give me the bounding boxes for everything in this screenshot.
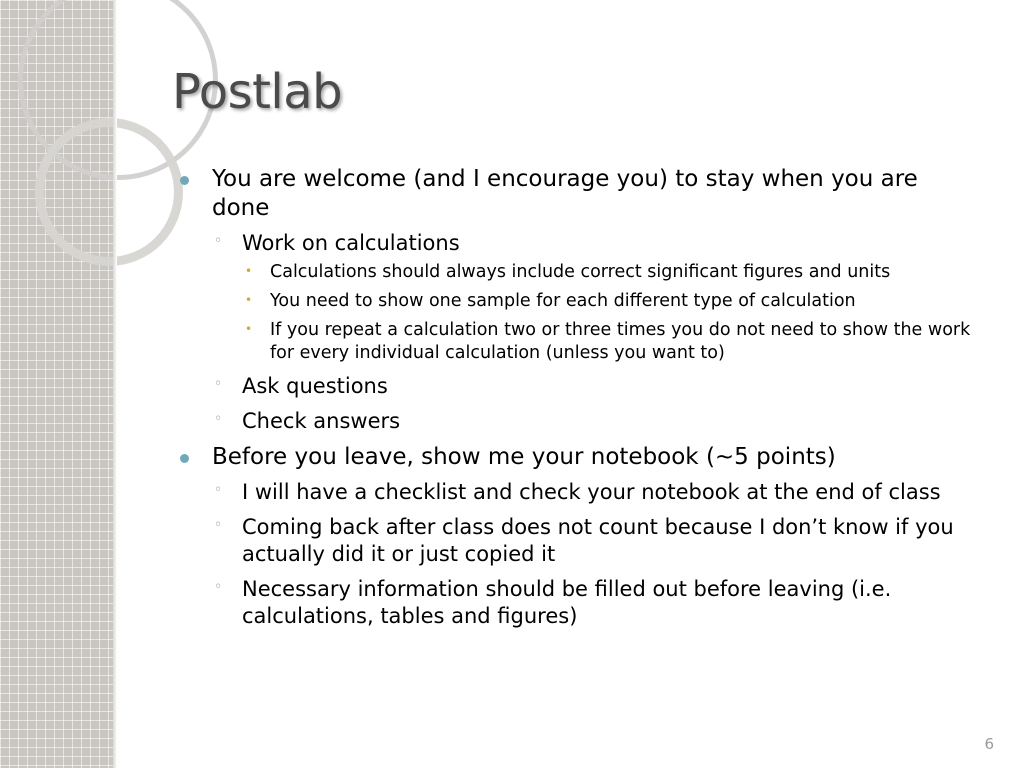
sub-sub-bullet-text: If you repeat a calculation two or three times you do not need to show the work for every individual calculation (unless you want to): [270, 320, 971, 363]
sub-bullet-text: Work on calculations: [242, 231, 460, 255]
ring-bullet-icon: ◦: [214, 411, 223, 427]
sub-sub-bullet-text: Calculations should always include correct significant figures and units: [270, 262, 891, 282]
sub-sub-bullet-item: [242, 319, 980, 365]
ring-bullet-icon: ◦: [214, 482, 223, 498]
sub-bullet-text: Coming back after class does not count because I don’t know if you actually did it or just copied it: [242, 515, 954, 566]
sub-sub-bullet-item: [242, 261, 980, 284]
small-dot-bullet-icon: •: [245, 293, 253, 307]
ring-bullet-icon: ◦: [214, 233, 223, 249]
bullet-item: [180, 443, 980, 630]
sub-bullet-text: Ask questions: [242, 374, 388, 398]
sub-sub-bullet-item: [242, 290, 980, 313]
page-number: 6: [984, 735, 994, 753]
ring-bullet-icon: ◦: [214, 517, 223, 533]
sub-bullet-list: [212, 479, 980, 630]
sub-bullet-text: Check answers: [242, 409, 401, 433]
sub-bullet-text: Necessary information should be filled out before leaving (i.e. calculations, tables and figures): [242, 577, 892, 628]
bullet-dot-icon: [180, 176, 189, 185]
ring-bullet-icon: ◦: [214, 376, 223, 392]
slide-content: [180, 165, 980, 638]
bullet-list: [180, 165, 980, 630]
sub-bullet-item: [212, 514, 980, 568]
bullet-text: Before you leave, show me your notebook (~5 points): [212, 444, 836, 470]
sub-bullet-item: [212, 479, 980, 506]
sub-bullet-text: I will have a checklist and check your notebook at the end of class: [242, 480, 941, 504]
bullet-text: You are welcome (and I encourage you) to stay when you are done: [212, 166, 918, 221]
sub-bullet-item: [212, 576, 980, 630]
ring-bullet-icon: ◦: [214, 579, 223, 595]
sidebar-edge: [113, 0, 117, 768]
small-dot-bullet-icon: •: [245, 322, 253, 336]
sub-bullet-list: [212, 230, 980, 435]
small-dot-bullet-icon: •: [245, 264, 253, 278]
sub-bullet-item: [212, 230, 980, 365]
sub-sub-bullet-list: [242, 261, 980, 365]
decorative-ring-small: [35, 118, 183, 266]
sub-bullet-item: [212, 408, 980, 435]
sub-bullet-item: [212, 373, 980, 400]
sub-sub-bullet-text: You need to show one sample for each different type of calculation: [270, 291, 856, 311]
decorative-sidebar: [0, 0, 113, 768]
bullet-item: [180, 165, 980, 435]
slide-title: Postlab: [172, 64, 343, 120]
bullet-dot-icon: [180, 454, 189, 463]
